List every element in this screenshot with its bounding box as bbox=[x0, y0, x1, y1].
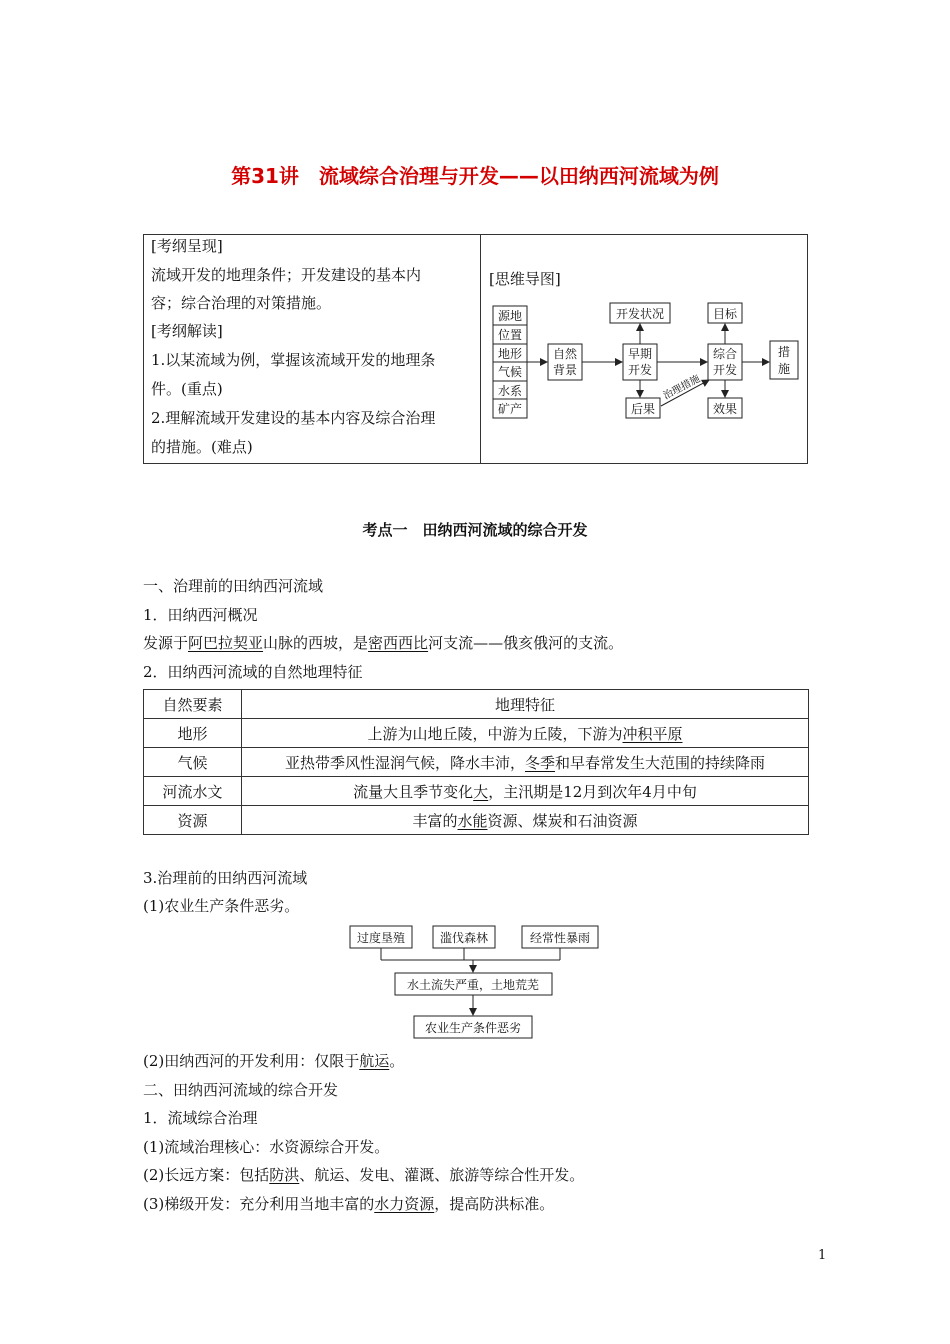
text-span: (3)梯级开发：充分利用当地丰富的 bbox=[143, 1195, 375, 1213]
sub-core: (1)流域治理核心：水资源综合开发。 bbox=[143, 1138, 390, 1156]
mindmap-measure: 施 bbox=[777, 362, 791, 376]
table-row bbox=[144, 806, 809, 835]
mindmap-treatment: 治理措施 bbox=[661, 373, 703, 403]
table-row bbox=[144, 777, 809, 806]
mindmap-factor: 气候 bbox=[497, 365, 523, 379]
outline-line: 件。(重点) bbox=[151, 380, 223, 398]
flow-middle: 水土流失严重，土地荒芜 bbox=[406, 978, 540, 992]
mindmap-early: 早期 bbox=[627, 347, 653, 361]
outline-line: 的措施。(难点) bbox=[151, 438, 253, 456]
table-cell-element: 资源 bbox=[144, 806, 242, 835]
blank-answer: 密西西比 bbox=[368, 634, 429, 652]
outline-line: 2.理解流域开发建设的基本内容及综合治理 bbox=[151, 409, 436, 427]
outline-line: [考纲解读] bbox=[151, 322, 223, 340]
text-span: (2)长远方案：包括 bbox=[143, 1166, 270, 1184]
mindmap-comprehensive: 综合 bbox=[712, 347, 738, 361]
mindmap-label: [思维导图] bbox=[489, 270, 561, 288]
mindmap-factor: 矿产 bbox=[497, 402, 523, 416]
blank-answer: 阿巴拉契亚 bbox=[188, 634, 264, 652]
mindmap-factor: 地形 bbox=[497, 347, 523, 361]
mindmap-goal: 目标 bbox=[712, 307, 738, 321]
blank-answer: 防洪 bbox=[269, 1166, 300, 1184]
text-span: ，提高防洪标准。 bbox=[434, 1195, 555, 1213]
outline-line: 1.以某流域为例，掌握该流域开发的地理条 bbox=[151, 351, 436, 369]
table-cell-element: 地形 bbox=[144, 719, 242, 748]
mindmap-factor: 水系 bbox=[497, 384, 523, 398]
text-span: ，主汛期是12月到次年4月中旬 bbox=[488, 782, 697, 801]
sub-agriculture: (1)农业生产条件恶劣。 bbox=[143, 897, 300, 915]
mindmap-measure: 措 bbox=[777, 345, 791, 359]
sub-navigation bbox=[143, 1051, 404, 1071]
table-cell-feature bbox=[242, 777, 809, 806]
outline-line: 流域开发的地理条件；开发建设的基本内 bbox=[151, 266, 422, 284]
blank-answer: 水力资源 bbox=[374, 1195, 435, 1213]
flow-result: 农业生产条件恶劣 bbox=[424, 1021, 522, 1035]
heading-part1: 一、治理前的田纳西河流域 bbox=[143, 577, 324, 595]
table-cell-feature bbox=[242, 719, 809, 748]
text-span: 资源、煤炭和石油资源 bbox=[487, 811, 638, 830]
cause-flow-diagram bbox=[346, 924, 608, 1040]
mindmap-status: 开发状况 bbox=[615, 307, 665, 321]
page-number: 1 bbox=[818, 1248, 827, 1263]
item-features: 2．田纳西河流域的自然地理特征 bbox=[143, 663, 363, 681]
mindmap-diagram bbox=[487, 298, 807, 426]
text-span: 山脉的西坡，是 bbox=[263, 634, 369, 652]
table-cell-element: 气候 bbox=[144, 748, 242, 777]
flow-cause: 滥伐森林 bbox=[439, 931, 489, 945]
overview-text bbox=[143, 633, 623, 653]
text-span: 河支流——俄亥俄河的支流。 bbox=[428, 634, 624, 652]
features-table bbox=[143, 689, 809, 835]
outline-line: [考纲呈现] bbox=[151, 237, 223, 255]
mindmap-natural: 自然 bbox=[552, 347, 578, 361]
blank-answer: 大 bbox=[473, 782, 489, 801]
table-header: 地理特征 bbox=[242, 690, 809, 719]
blank-answer: 冬季 bbox=[524, 753, 555, 772]
text-span: 。 bbox=[389, 1052, 405, 1070]
outline-divider bbox=[480, 235, 481, 463]
sub-cascade bbox=[143, 1194, 554, 1214]
table-cell-feature bbox=[242, 806, 809, 835]
flow-cause: 经常性暴雨 bbox=[529, 931, 591, 945]
mindmap-natural: 背景 bbox=[552, 363, 578, 377]
mindmap-effect: 效果 bbox=[712, 402, 738, 416]
table-header: 自然要素 bbox=[144, 690, 242, 719]
outline-line: 容；综合治理的对策措施。 bbox=[151, 294, 332, 312]
item-overview: 1．田纳西河概况 bbox=[143, 606, 258, 624]
text-span: 、航运、发电、灌溉、旅游等综合性开发。 bbox=[299, 1166, 585, 1184]
mindmap-factor: 源地 bbox=[497, 309, 523, 323]
text-span: 流量大且季节变化 bbox=[353, 782, 474, 801]
flow-cause: 过度垦殖 bbox=[356, 931, 406, 945]
mindmap-factor: 位置 bbox=[497, 328, 523, 342]
mindmap-result: 后果 bbox=[630, 402, 656, 416]
table-cell-feature bbox=[242, 748, 809, 777]
text-span: 发源于 bbox=[143, 634, 189, 652]
table-row bbox=[144, 719, 809, 748]
text-span: (2)田纳西河的开发利用：仅限于 bbox=[143, 1052, 360, 1070]
table-header-row bbox=[144, 690, 809, 719]
table-row bbox=[144, 748, 809, 777]
page-title: 第31讲 流域综合治理与开发——以田纳西河流域为例 bbox=[231, 164, 719, 188]
item-before-treatment: 3.治理前的田纳西河流域 bbox=[143, 869, 308, 887]
blank-answer: 冲积平原 bbox=[622, 724, 683, 743]
text-span: 和早春常发生大范围的持续降雨 bbox=[555, 753, 766, 772]
text-span: 上游为山地丘陵，中游为丘陵，下游为 bbox=[367, 724, 623, 743]
blank-answer: 航运 bbox=[359, 1052, 390, 1070]
text-span: 丰富的 bbox=[412, 811, 458, 830]
mindmap-early: 开发 bbox=[627, 363, 653, 377]
blank-answer: 水能 bbox=[457, 811, 488, 830]
heading-part2: 二、田纳西河流域的综合开发 bbox=[143, 1081, 339, 1099]
sub-longterm bbox=[143, 1165, 584, 1185]
text-span: 亚热带季风性湿润气候，降水丰沛， bbox=[284, 753, 525, 772]
mindmap-comprehensive: 开发 bbox=[712, 363, 738, 377]
item-treatment: 1．流域综合治理 bbox=[143, 1109, 258, 1127]
section-title: 考点一 田纳西河流域的综合开发 bbox=[362, 521, 588, 539]
table-cell-element: 河流水文 bbox=[144, 777, 242, 806]
